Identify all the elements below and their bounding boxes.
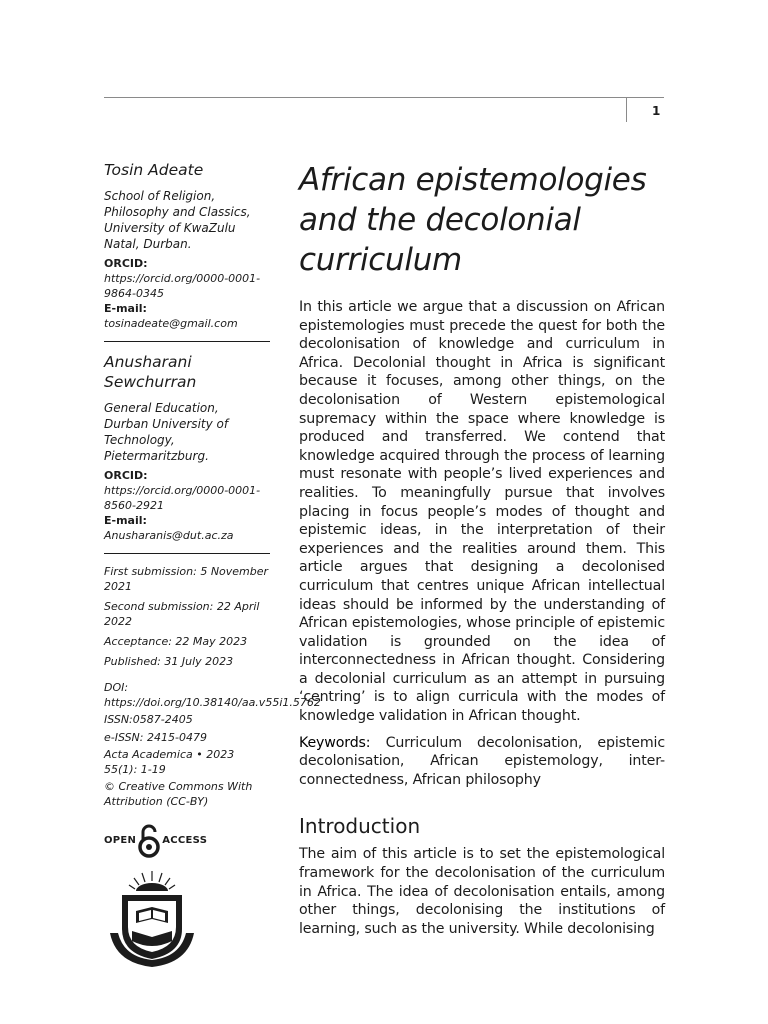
university-crest-icon bbox=[106, 867, 198, 971]
first-submission: First submission: 5 November 2021 bbox=[104, 565, 269, 593]
article-main bbox=[299, 160, 665, 938]
keywords bbox=[299, 734, 665, 790]
open-access-logo bbox=[104, 823, 270, 859]
open-access-left: OPEN bbox=[104, 835, 137, 846]
author-name: Tosin Adeate bbox=[104, 161, 204, 179]
open-access-right: ACCESS bbox=[162, 835, 208, 846]
publication-info bbox=[104, 681, 321, 809]
author-affiliation: School of Religion, Philosophy and Classics, University of KwaZulu Natal, Durban. bbox=[104, 189, 251, 251]
license: © Creative Commons With Attribution (CC-BY) bbox=[104, 780, 253, 808]
submission-dates bbox=[104, 564, 270, 669]
divider bbox=[104, 553, 270, 554]
email-link[interactable]: Anusharanis@dut.ac.za bbox=[104, 529, 234, 542]
journal-citation: Acta Academica • 2023 55(1): 1-19 bbox=[104, 748, 235, 776]
header-rule bbox=[104, 97, 664, 98]
author-block bbox=[104, 352, 270, 543]
email-link[interactable]: tosinadeate@gmail.com bbox=[104, 317, 238, 330]
author-block bbox=[104, 160, 270, 331]
page-number: 1 bbox=[652, 104, 661, 118]
email-label: E-mail: bbox=[104, 514, 147, 527]
abstract: In this article we argue that a discussion on African epistemologies must precede the quest for both the decolonisation of knowledge and curriculum in Africa. Decolonial thought in Africa is significant because it focuses, among other things, on the decolonisation of Western epistemological supremacy within the space where knowledge is produced and transferred. We contend that knowledge acquired through the process of learning must resonate with people’s lived experiences and realities. To meaningfully pursue that involves placing in focus people’s modes of thought and epistemic ideas, in the interpretation of their experiences and the realities around them. This article argues that designing a decolonised curriculum that centres unique African intellectual ideas should be informed by the understanding of African epistemologies, whose principle of epistemic validation is grounded on the idea of interconnectedness in African thought. Considering a decolonial curriculum as an attempt in pursuing ‘centring’ is to align curricula with the modes of knowledge validation in African thought. bbox=[299, 299, 665, 725]
author-affiliation: General Education, Durban University of Technology, Pietermaritzburg. bbox=[104, 401, 229, 463]
page-number-divider bbox=[626, 98, 627, 122]
orcid-label: ORCID: bbox=[104, 257, 148, 270]
open-access-lock-icon bbox=[136, 823, 162, 859]
second-submission: Second submission: 22 April 2022 bbox=[104, 600, 260, 628]
university-seal bbox=[106, 867, 270, 975]
section-heading: Introduction bbox=[299, 814, 421, 839]
intro-paragraph: The aim of this article is to set the epistemological framework for the decolonisation of the curriculum in Africa. The idea of decolonisation entails, among other things, decolonising the institutions of learning, such as the university. While decolonising bbox=[299, 846, 665, 937]
orcid-label: ORCID: bbox=[104, 469, 148, 482]
article-title: African epistemologies and the decolonial curriculum bbox=[299, 162, 647, 278]
doi-link[interactable]: DOI: https://doi.org/10.38140/aa.v55i1.5762 bbox=[104, 681, 321, 709]
orcid-line bbox=[104, 256, 270, 301]
orcid-link[interactable]: https://orcid.org/0000-0001-9864-0345 bbox=[104, 272, 261, 300]
acceptance-date: Acceptance: 22 May 2023 bbox=[104, 635, 248, 648]
keywords-label: Keywords: bbox=[299, 734, 371, 751]
orcid-link[interactable]: https://orcid.org/0000-0001-8560-2921 bbox=[104, 484, 261, 512]
keywords-list: Curriculum decolonisation, epistemic decolonisation, African epistemology, inter-connectedness, African philosophy bbox=[299, 734, 665, 788]
orcid-line bbox=[104, 468, 270, 513]
divider bbox=[104, 341, 270, 342]
email-label: E-mail: bbox=[104, 302, 147, 315]
issn: ISSN:0587-2405 bbox=[104, 713, 193, 726]
author-name: Anusharani Sewchurran bbox=[104, 353, 197, 391]
published-date: Published: 31 July 2023 bbox=[104, 655, 234, 668]
author-sidebar bbox=[104, 160, 321, 975]
eissn: e-ISSN: 2415-0479 bbox=[104, 730, 207, 744]
